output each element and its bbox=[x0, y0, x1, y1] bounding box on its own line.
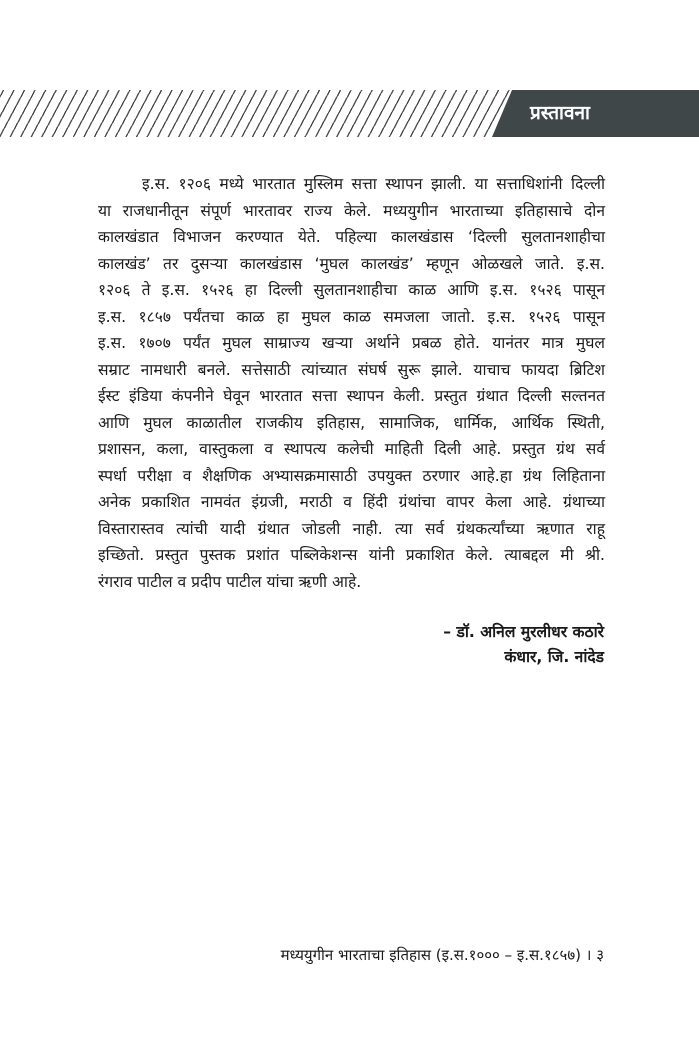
author-signature: – डॉ. अनिल मुरलीधर कठारे bbox=[443, 623, 604, 641]
text-line: विस्तारास्तव त्यांची यादी ग्रंथात जोडली नाही. त्या सर्व ग्रंथकर्त्यांच्या ऋणात राहू bbox=[98, 519, 605, 538]
text-line: इ.स. १८५७ पर्यंतचा काळ हा मुघल काळ समजला जातो. इ.स. १५२६ पासून bbox=[98, 307, 605, 326]
text-line: सम्राट नामधारी बनले. सत्तेसाठी त्यांच्यात संघर्ष सुरू झाले. याचाच फायदा ब्रिटिश bbox=[98, 360, 605, 379]
text-line: १२०६ ते इ.स. १५२६ हा दिल्ली सुलतानशाहीचा काळ आणि इ.स. १५२६ पासून bbox=[98, 281, 605, 299]
author-place: कंधार, जि. नांदेड bbox=[504, 648, 604, 666]
text-line: प्रशासन, कला, वास्तुकला व स्थापत्य कलेची माहिती दिली आहे. प्रस्तुत ग्रंथ सर्व bbox=[98, 440, 605, 458]
decorative-stripes bbox=[0, 90, 515, 137]
text-line: अनेक प्रकाशित नामवंत इंग्रजी, मराठी व हिंदी ग्रंथांचा वापर केला आहे. ग्रंथाच्या bbox=[98, 493, 605, 511]
text-line: इच्छितो. प्रस्तुत पुस्तक प्रशांत पब्लिकेशन्स यांनी प्रकाशित केले. त्याबद्दल मी श्री. bbox=[98, 546, 605, 564]
text-line: आणि मुघल काळातील राजकीय इतिहास, सामाजिक, धार्मिक, आर्थिक स्थिती, bbox=[98, 413, 605, 432]
preface-paragraph bbox=[98, 171, 605, 595]
chapter-header-band bbox=[492, 90, 699, 137]
chapter-title: प्रस्तावना bbox=[530, 102, 590, 124]
text-line: इ.स. १२०६ मध्ये भारतात मुस्लिम सत्ता स्थापन झाली. या सत्ताधिशांनी दिल्ली bbox=[142, 175, 605, 193]
text-line: या राजधानीतून संपूर्ण भारतावर राज्य केले. मध्ययुगीन भारताच्या इतिहासाचे दोन bbox=[98, 201, 605, 220]
text-line: ईस्ट इंडिया कंपनीने घेवून भारतात सत्ता स्थापन केली. प्रस्तुत ग्रंथात दिल्ली सल्तनत bbox=[98, 387, 605, 405]
text-line: कालखंडात विभाजन करण्यात येते. पहिल्या कालखंडास ‘दिल्ली सुलतानशाहीचा bbox=[98, 228, 605, 246]
text-line: इ.स. १७०७ पर्यंत मुघल साम्राज्य खऱ्या अर्थाने प्रबळ होते. यानंतर मात्र मुघल bbox=[98, 334, 605, 352]
page-footer: मध्ययुगीन भारताचा इतिहास (इ.स.१००० – इ.स.१८५७) । ३ bbox=[280, 946, 604, 964]
text-line: कालखंड’ तर दुसऱ्या कालखंडास ‘मुघल कालखंड’ म्हणून ओळखले जाते. इ.स. bbox=[98, 254, 605, 273]
text-line: रंगराव पाटील व प्रदीप पाटील यांचा ऋणी आहे. bbox=[98, 572, 362, 591]
text-line: स्पर्धा परीक्षा व शैक्षणिक अभ्यासक्रमासाठी उपयुक्त ठरणार आहे.हा ग्रंथ लिहिताना bbox=[98, 466, 605, 485]
